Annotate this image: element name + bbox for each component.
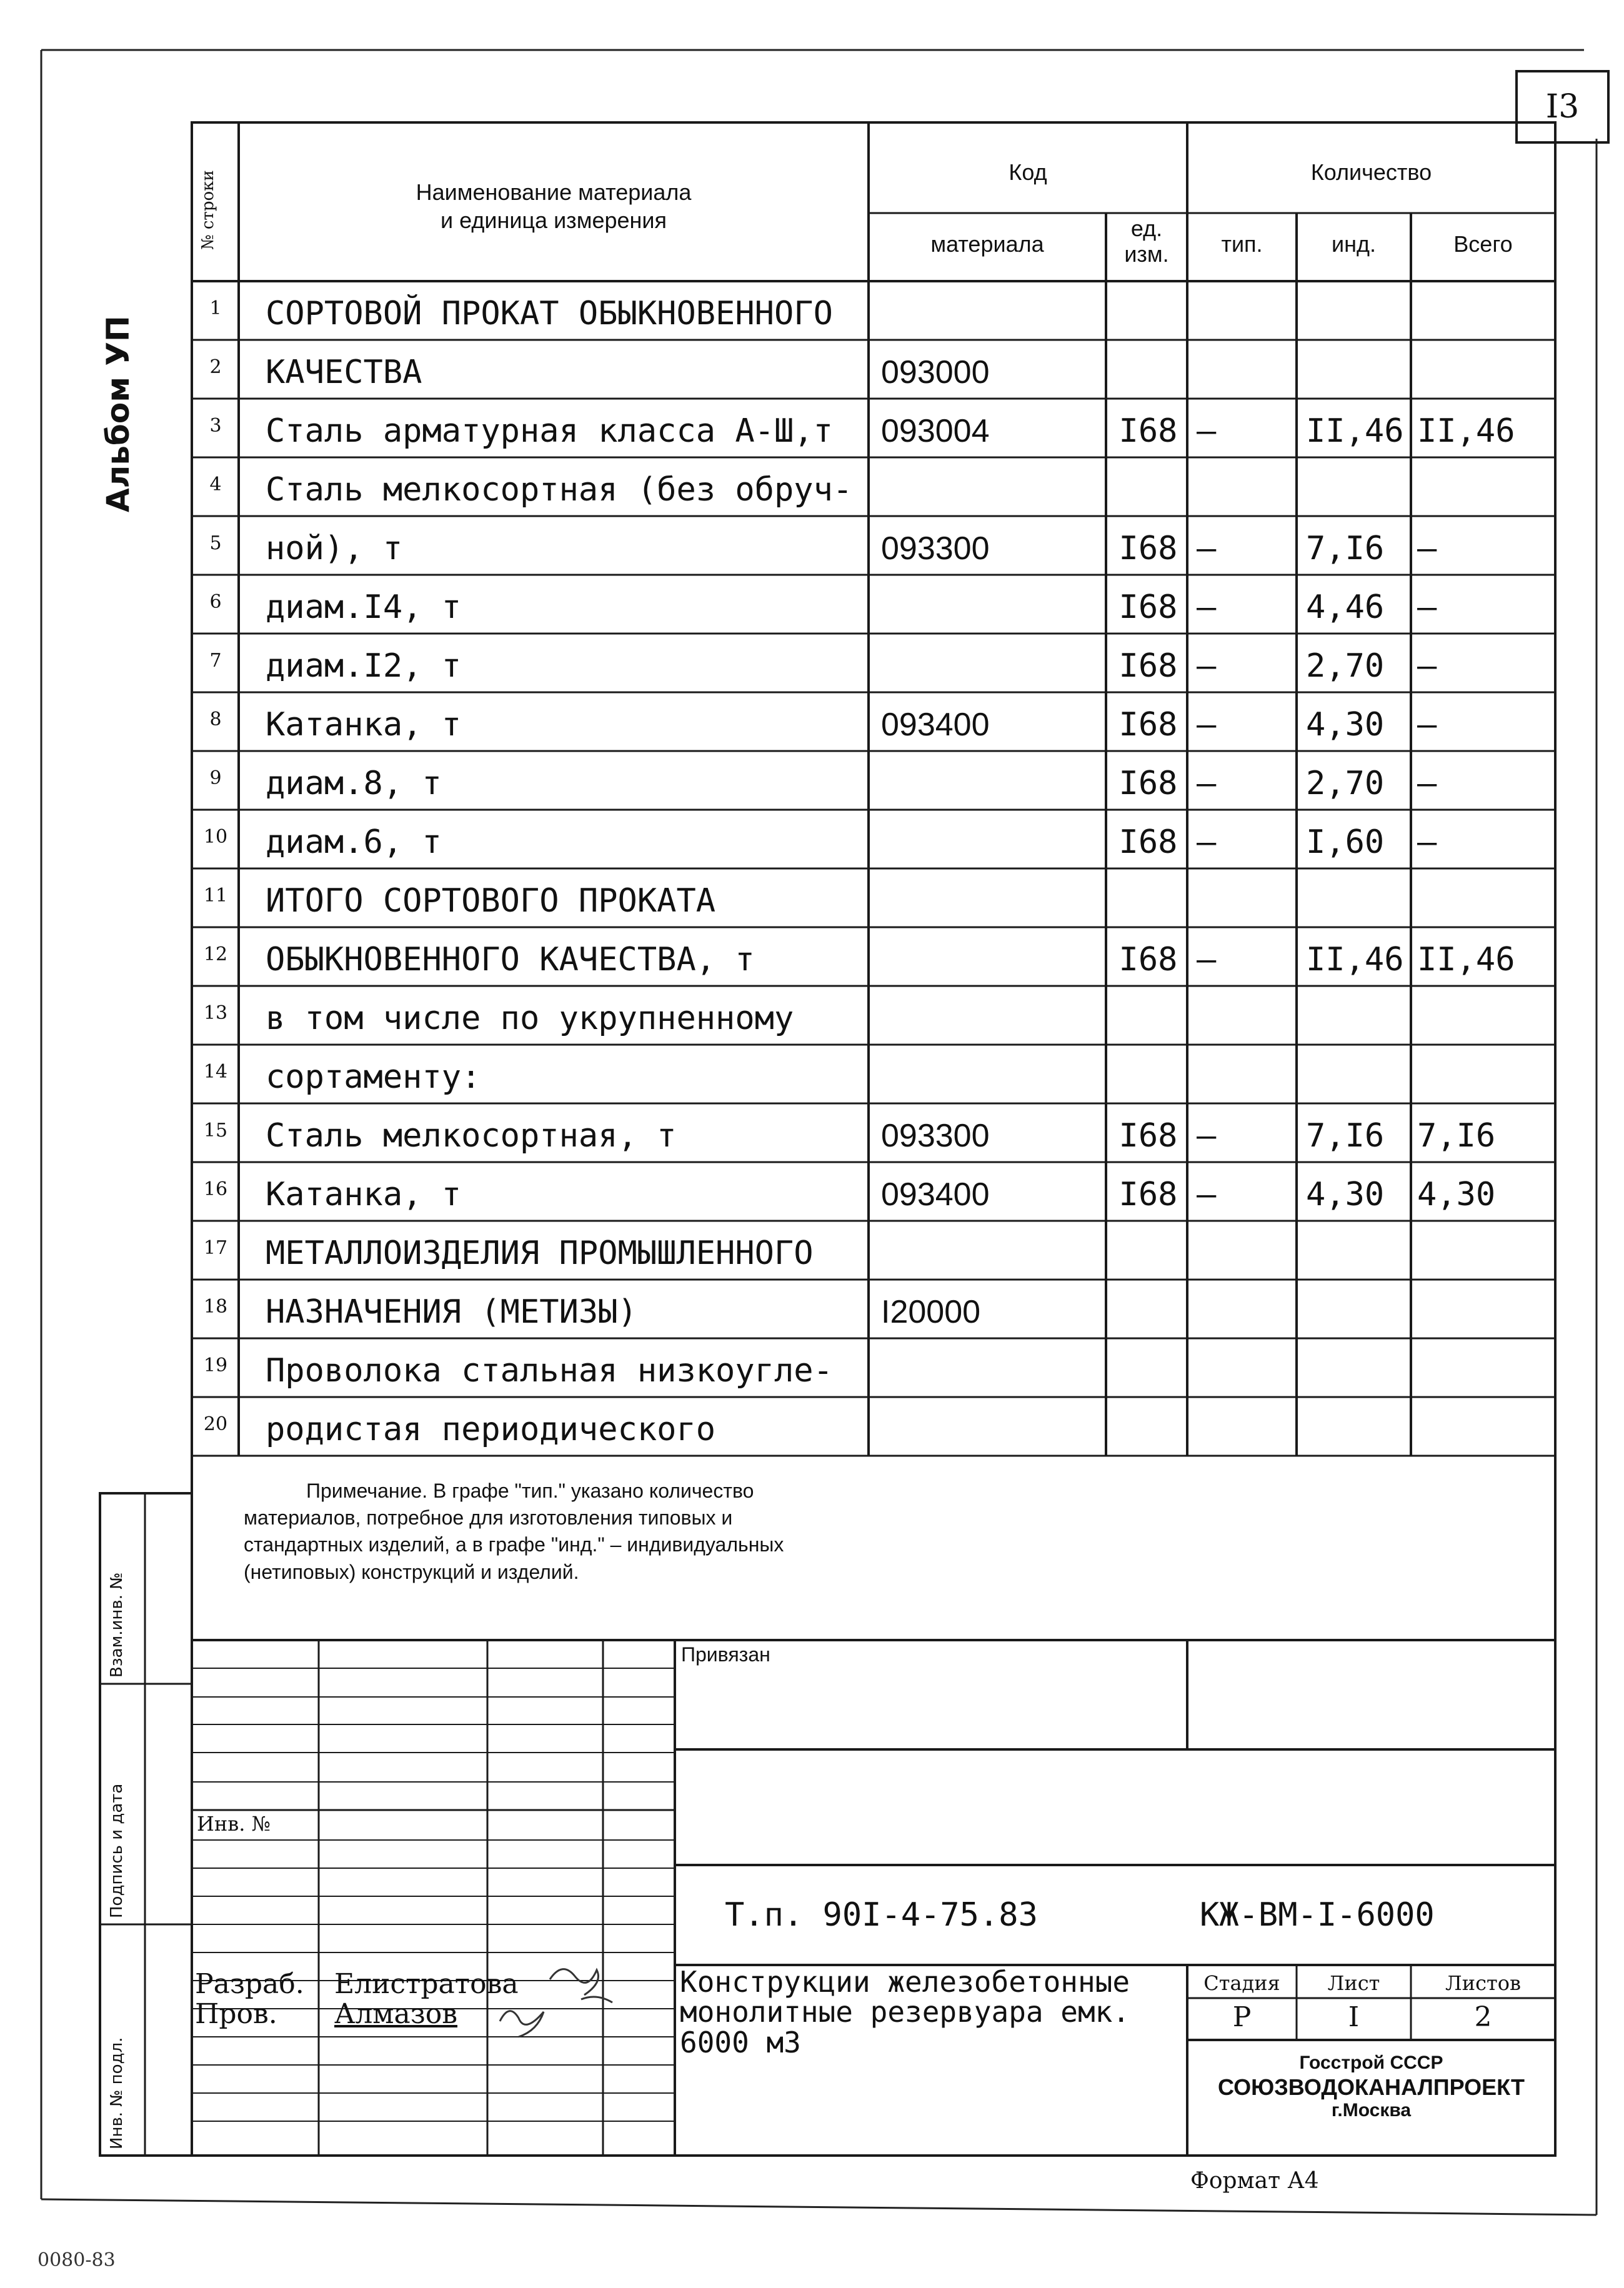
material-code: I20000 — [881, 1294, 981, 1330]
album-label: Альбом УП — [100, 316, 136, 512]
qty-typ: – — [1197, 530, 1217, 567]
organization — [1187, 2052, 1555, 2121]
row-number: 12 — [203, 943, 228, 965]
footer-code: 0080-83 — [37, 2249, 116, 2271]
code-unit-header: ед. изм. — [1124, 216, 1169, 267]
signature-2 — [500, 2011, 544, 2037]
material-code: 093300 — [881, 1118, 990, 1154]
org-line: СОЮЗВОДОКАНАЛПРОЕКТ — [1217, 2074, 1525, 2100]
material-code: 093004 — [881, 413, 990, 449]
side-label-signature: Подпись и дата — [107, 1783, 126, 1918]
qty-ind: 2,70 — [1306, 647, 1385, 685]
unit-code: I68 — [1118, 530, 1178, 567]
material-name: Катанка, т — [266, 1176, 462, 1213]
name-checker: Алмазов — [334, 1998, 457, 2030]
qty-total-header: Всего — [1453, 231, 1513, 257]
qty-total: 7,I6 — [1417, 1117, 1496, 1155]
row-number: 7 — [209, 650, 222, 672]
qty-typ: – — [1197, 589, 1217, 626]
material-code: 093000 — [881, 354, 990, 390]
note-line: Примечание. В графе "тип." указано количество — [306, 1480, 754, 1502]
unit-code: I68 — [1118, 941, 1178, 978]
material-name: сортаменту: — [266, 1058, 481, 1096]
note-line: стандартных изделий, а в графе "инд." – индивидуальных — [244, 1533, 784, 1556]
qty-ind: 2,70 — [1306, 765, 1385, 802]
page-number: I3 — [1515, 70, 1610, 144]
row-no-header: № строки — [199, 170, 217, 250]
sheet-label: Лист — [1327, 1971, 1380, 1995]
role-developer: Разраб. — [195, 1968, 304, 2000]
privyazan-label: Привязан — [681, 1643, 770, 1666]
row-number: 9 — [209, 767, 222, 789]
material-name: МЕТАЛЛОИЗДЕЛИЯ ПРОМЫШЛЕННОГО — [266, 1235, 814, 1272]
material-name: Сталь арматурная класса А-Ш,т — [266, 412, 833, 450]
qty-ind: 4,30 — [1306, 706, 1385, 744]
code-material-header: материала — [930, 231, 1044, 257]
qty-typ: – — [1197, 1176, 1217, 1213]
qty-ind: II,46 — [1306, 941, 1404, 978]
code-header: Код — [1009, 159, 1047, 185]
material-name: диам.8, т — [266, 765, 442, 802]
qty-total: 4,30 — [1417, 1176, 1496, 1213]
name-developer: Елистратова — [334, 1968, 519, 2000]
qty-ind: 4,46 — [1306, 589, 1385, 626]
title-line: монолитные резервуара емк. — [680, 1995, 1130, 2029]
material-name: диам.I4, т — [266, 589, 462, 626]
org-line: Госстрой СССР — [1299, 2052, 1443, 2073]
qty-ind: II,46 — [1306, 412, 1404, 450]
document-title — [680, 1967, 1130, 2057]
qty-total: – — [1417, 823, 1437, 861]
material-name: Проволока стальная низкоугле- — [266, 1352, 833, 1390]
unit-code: I68 — [1118, 706, 1178, 744]
material-code: 093400 — [881, 707, 990, 743]
doc-code: КЖ-ВМ-I-6000 — [1200, 1896, 1435, 1934]
qty-typ-header: тип. — [1221, 231, 1263, 257]
row-number: 19 — [203, 1355, 228, 1376]
row-number: 1 — [209, 297, 222, 319]
row-number: 18 — [203, 1296, 228, 1318]
material-name: Катанка, т — [266, 706, 462, 744]
qty-typ: – — [1197, 706, 1217, 744]
qty-typ: – — [1197, 765, 1217, 802]
qty-ind: 4,30 — [1306, 1176, 1385, 1213]
unit-code: I68 — [1118, 412, 1178, 450]
org-line: г.Москва — [1331, 2099, 1412, 2121]
row-number: 6 — [209, 591, 222, 613]
material-name: в том числе по укрупненному — [266, 1000, 794, 1037]
qty-typ: – — [1197, 412, 1217, 450]
row-number: 8 — [209, 709, 222, 730]
material-code: 093400 — [881, 1176, 990, 1213]
material-name: ной), т — [266, 530, 403, 567]
row-number: 4 — [209, 474, 222, 495]
row-number: 17 — [203, 1237, 228, 1259]
name-header: Наименование материала и единица измерения — [416, 179, 692, 233]
material-name: ОБЫКНОВЕННОГО КАЧЕСТВА, т — [266, 941, 755, 978]
material-name: родистая периодического — [266, 1411, 716, 1448]
sheet-value: I — [1348, 2001, 1360, 2033]
role-checker: Пров. — [195, 1998, 277, 2030]
title-line: 6000 м3 — [680, 2025, 801, 2059]
material-name: КАЧЕСТВА — [266, 354, 422, 391]
material-code: 093300 — [881, 530, 990, 567]
material-name: Сталь мелкосортная, т — [266, 1117, 677, 1155]
qty-ind: 7,I6 — [1306, 530, 1385, 567]
qty-typ: – — [1197, 1117, 1217, 1155]
format-label: Формат А4 — [1190, 2168, 1319, 2194]
doc-number: Т.п. 90I-4-75.83 — [725, 1896, 1038, 1934]
note-line: (нетиповых) конструкций и изделий. — [244, 1560, 579, 1583]
material-name: диам.I2, т — [266, 647, 462, 685]
row-number: 16 — [203, 1178, 228, 1200]
row-number: 15 — [203, 1120, 228, 1142]
unit-code: I68 — [1118, 647, 1178, 685]
note — [244, 1478, 1056, 1586]
qty-total: – — [1417, 765, 1437, 802]
qty-total: – — [1417, 589, 1437, 626]
inv-no-label: Инв. № — [197, 1812, 271, 1836]
title-line: Конструкции железобетонные — [680, 1965, 1130, 1999]
qty-total: – — [1417, 706, 1437, 744]
material-name: ИТОГО СОРТОВОГО ПРОКАТА — [266, 882, 716, 920]
unit-code: I68 — [1118, 823, 1178, 861]
material-name: диам.6, т — [266, 823, 442, 861]
row-number: 20 — [203, 1413, 228, 1435]
qty-typ: – — [1197, 823, 1217, 861]
row-number: 5 — [209, 532, 222, 554]
qty-total: II,46 — [1417, 941, 1515, 978]
row-number: 11 — [203, 885, 228, 907]
note-line: материалов, потребное для изготовления типовых и — [244, 1506, 733, 1529]
stage-label: Стадия — [1203, 1971, 1280, 1995]
unit-code: I68 — [1118, 1176, 1178, 1213]
unit-code: I68 — [1118, 1117, 1178, 1155]
sheets-value: 2 — [1474, 2001, 1492, 2033]
qty-total: – — [1417, 647, 1437, 685]
row-number: 10 — [203, 826, 228, 848]
qty-ind-header: инд. — [1332, 231, 1376, 257]
stage-value: Р — [1232, 2001, 1252, 2033]
row-number: 13 — [203, 1002, 228, 1024]
qty-typ: – — [1197, 941, 1217, 978]
material-name: Сталь мелкосортная (без обруч- — [266, 471, 853, 509]
sheets-label: Листов — [1445, 1971, 1521, 1995]
side-label-replace: Взам.инв. № — [107, 1572, 126, 1678]
unit-code: I68 — [1118, 765, 1178, 802]
qty-ind: I,60 — [1306, 823, 1385, 861]
qty-typ: – — [1197, 647, 1217, 685]
side-label-inv: Инв. № подл. — [107, 2037, 126, 2149]
material-name: НАЗНАЧЕНИЯ (МЕТИЗЫ) — [266, 1293, 637, 1331]
unit-code: I68 — [1118, 589, 1178, 626]
material-name: СОРТОВОЙ ПРОКАТ ОБЫКНОВЕННОГО — [266, 295, 833, 332]
qty-total: II,46 — [1417, 412, 1515, 450]
row-number: 14 — [203, 1061, 228, 1083]
row-number: 2 — [209, 356, 222, 378]
qty-ind: 7,I6 — [1306, 1117, 1385, 1155]
row-number: 3 — [209, 415, 222, 437]
quantity-header: Количество — [1310, 159, 1432, 185]
qty-total: – — [1417, 530, 1437, 567]
